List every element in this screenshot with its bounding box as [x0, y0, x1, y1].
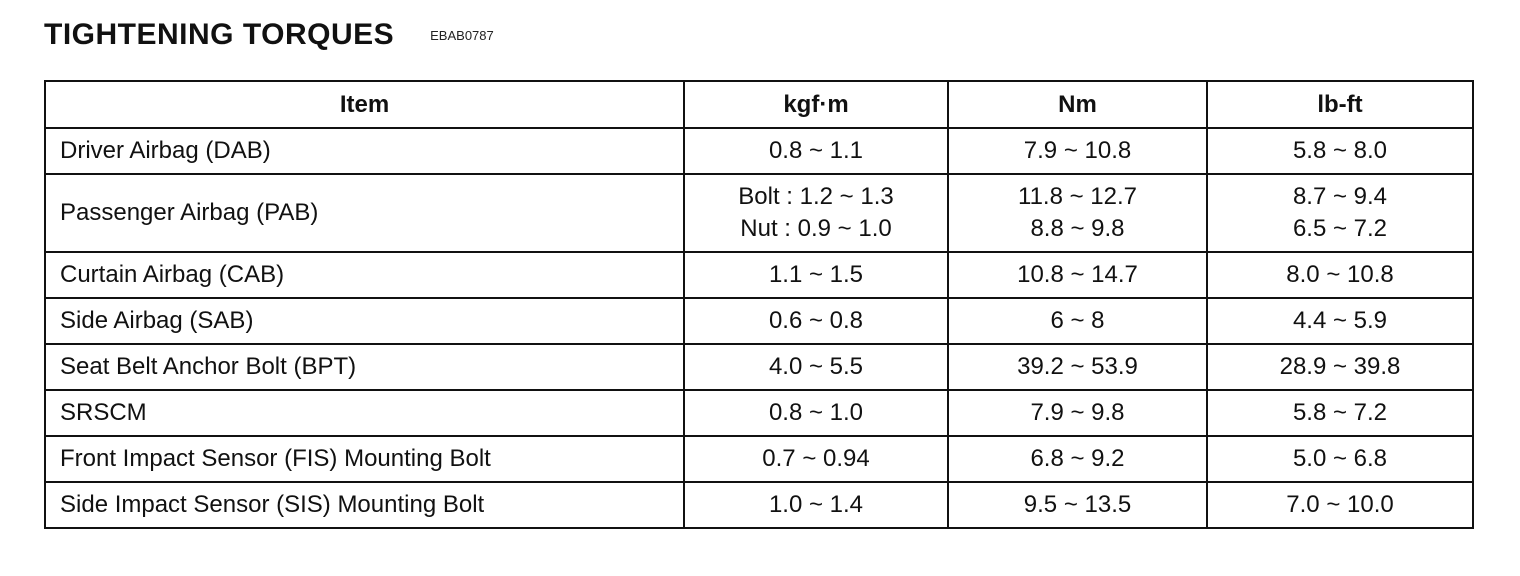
- lb-ft-nut-value: 6.5 ~ 7.2: [1292, 215, 1388, 242]
- kgf-m-cell: [684, 174, 948, 252]
- lb-ft-cell: 5.8 ~ 7.2: [1207, 390, 1473, 436]
- item-cell: Passenger Airbag (PAB): [45, 174, 684, 252]
- table-row: [45, 436, 1473, 482]
- nm-cell: 7.9 ~ 9.8: [948, 390, 1207, 436]
- kgf-m-cell: 0.8 ~ 1.1: [684, 128, 948, 174]
- table-header-row: [45, 81, 1473, 128]
- item-cell: Driver Airbag (DAB): [45, 128, 684, 174]
- nm-nut-value: 8.8 ~ 9.8: [1030, 215, 1125, 242]
- document-code: EBAB0787: [430, 28, 494, 43]
- item-cell: Curtain Airbag (CAB): [45, 252, 684, 298]
- torque-table: [44, 80, 1474, 529]
- table-row: [45, 482, 1473, 528]
- table-row: [45, 128, 1473, 174]
- kgf-m-cell: 0.7 ~ 0.94: [684, 436, 948, 482]
- nm-cell: 6 ~ 8: [948, 298, 1207, 344]
- column-header-kgf-m: kgf·m: [684, 81, 948, 128]
- table-row: [45, 298, 1473, 344]
- nm-cell: 7.9 ~ 10.8: [948, 128, 1207, 174]
- lb-ft-cell: 4.4 ~ 5.9: [1207, 298, 1473, 344]
- table-row: [45, 390, 1473, 436]
- table-row: [45, 174, 1473, 252]
- lb-ft-cell: 5.8 ~ 8.0: [1207, 128, 1473, 174]
- table-row: [45, 344, 1473, 390]
- nm-cell: 9.5 ~ 13.5: [948, 482, 1207, 528]
- item-cell: Side Impact Sensor (SIS) Mounting Bolt: [45, 482, 684, 528]
- item-cell: Side Airbag (SAB): [45, 298, 684, 344]
- column-header-nm: Nm: [948, 81, 1207, 128]
- nm-cell: [948, 174, 1207, 252]
- page-title: TIGHTENING TORQUES: [44, 18, 395, 51]
- lb-ft-cell: 8.0 ~ 10.8: [1207, 252, 1473, 298]
- nm-bolt-value: 11.8 ~ 12.7: [1018, 183, 1137, 210]
- column-header-item: Item: [45, 81, 684, 128]
- item-cell: Front Impact Sensor (FIS) Mounting Bolt: [45, 436, 684, 482]
- kgf-m-cell: 4.0 ~ 5.5: [684, 344, 948, 390]
- column-header-lb-ft: lb-ft: [1207, 81, 1473, 128]
- nm-cell: 6.8 ~ 9.2: [948, 436, 1207, 482]
- kgf-m-cell: 0.8 ~ 1.0: [684, 390, 948, 436]
- item-cell: Seat Belt Anchor Bolt (BPT): [45, 344, 684, 390]
- lb-ft-cell: 7.0 ~ 10.0: [1207, 482, 1473, 528]
- kgf-m-bolt-value: Bolt : 1.2 ~ 1.3: [738, 183, 894, 210]
- nm-cell: 39.2 ~ 53.9: [948, 344, 1207, 390]
- kgf-m-cell: 1.1 ~ 1.5: [684, 252, 948, 298]
- lb-ft-cell: [1207, 174, 1473, 252]
- lb-ft-cell: 5.0 ~ 6.8: [1207, 436, 1473, 482]
- kgf-m-nut-value: Nut : 0.9 ~ 1.0: [740, 215, 892, 242]
- item-cell: SRSCM: [45, 390, 684, 436]
- page-heading: [44, 18, 494, 52]
- lb-ft-cell: 28.9 ~ 39.8: [1207, 344, 1473, 390]
- kgf-m-cell: 0.6 ~ 0.8: [684, 298, 948, 344]
- table-row: [45, 252, 1473, 298]
- kgf-m-cell: 1.0 ~ 1.4: [684, 482, 948, 528]
- nm-cell: 10.8 ~ 14.7: [948, 252, 1207, 298]
- lb-ft-bolt-value: 8.7 ~ 9.4: [1292, 183, 1388, 210]
